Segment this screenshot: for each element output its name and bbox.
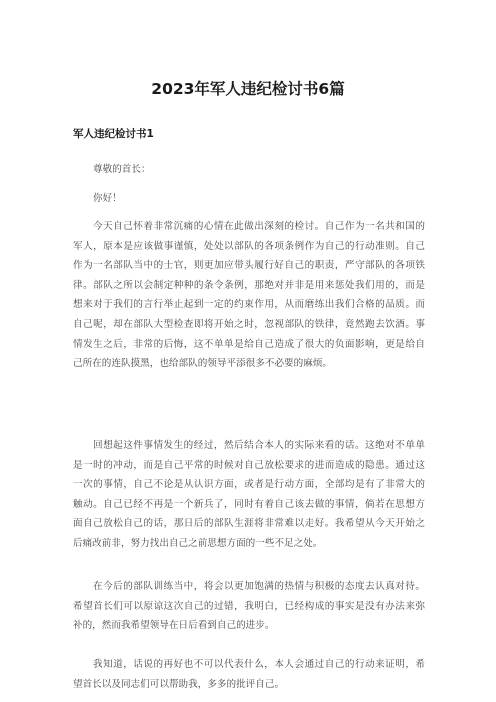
- paragraph-line: 后痛改前非，努力找出自己之前思想方面的一些不足之处。: [73, 537, 323, 549]
- section-heading: 军人违纪检讨书1: [73, 128, 154, 140]
- document-title: 2023年军人违纪检讨书6篇: [151, 80, 345, 98]
- paragraph-2: [73, 436, 425, 554]
- paragraph-1: [73, 217, 425, 374]
- greeting: 你好！: [93, 193, 122, 204]
- paragraph-line: 是一时的冲动，而是自己平常的时候对自己放松要求的进而造成的隐患。通过这: [73, 459, 425, 471]
- paragraph-line: 军人，原本是应该做事谨慎，处处以部队的各项条例作为自己的行动准则。自己: [73, 240, 425, 252]
- paragraph-3: [73, 577, 425, 636]
- paragraph-line: 自己呢，却在部队大型检查即将开始之时，忽视部队的铁律，竟然跑去饮酒。事: [73, 318, 425, 330]
- paragraph-line: 律。部队之所以会制定种种的条令条例，那绝对并非是用来惩处我们用的，而是: [73, 279, 425, 291]
- paragraph-line: 作为一名部队当中的士官，则更加应带头履行好自己的职责，严守部队的各项铁: [73, 260, 425, 272]
- paragraph-line: 回想起这件事情发生的经过，然后结合本人的实际来看的话。这绝对不单单: [93, 440, 425, 451]
- paragraph-line: 今天自己怀着非常沉痛的心情在此做出深刻的检讨。自己作为一名共和国的: [93, 221, 425, 232]
- paragraph-line: 己所在的连队摸黑，也给部队的领导平添很多不必要的麻烦。: [73, 358, 333, 370]
- paragraph-line: 我知道，话说的再好也不可以代表什么，本人会通过自己的行动来证明，希: [93, 659, 425, 670]
- paragraph-line: 望首长以及同志们可以帮助我，多多的批评自己。: [73, 678, 285, 690]
- paragraph-line: 一次的事情，自己不论是从认识方面，或者是行动方面，全部均是有了非常大的: [73, 479, 425, 491]
- paragraph-line: 补的，然而我希望领导在日后看到自己的进步。: [73, 620, 275, 632]
- paragraph-line: 想来对于我们的言行举止起到一定的约束作用，从而磨练出我们合格的品质。而: [73, 299, 425, 311]
- paragraph-line: 在今后的部队训练当中，将会以更加饱满的热情与积极的态度去认真对待。: [93, 581, 425, 592]
- paragraph-line: 触动。自己已经不再是一个新兵了，同时有着自己该去做的事情，倘若在思想方: [73, 498, 425, 510]
- salutation: 尊敬的首长：: [93, 164, 151, 175]
- paragraph-line: 情发生之后，非常的后悔，这不单单是给自己造成了很大的负面影响，更是给自: [73, 338, 425, 350]
- paragraph-4: [73, 655, 425, 694]
- paragraph-line: 希望首长们可以原谅这次自己的过错，我明白，已经构成的事实是没有办法来弥: [73, 600, 425, 612]
- paragraph-line: 面自己放松自己的话，那日后的部队生涯将非常难以走好。我希望从今天开始之: [73, 518, 425, 530]
